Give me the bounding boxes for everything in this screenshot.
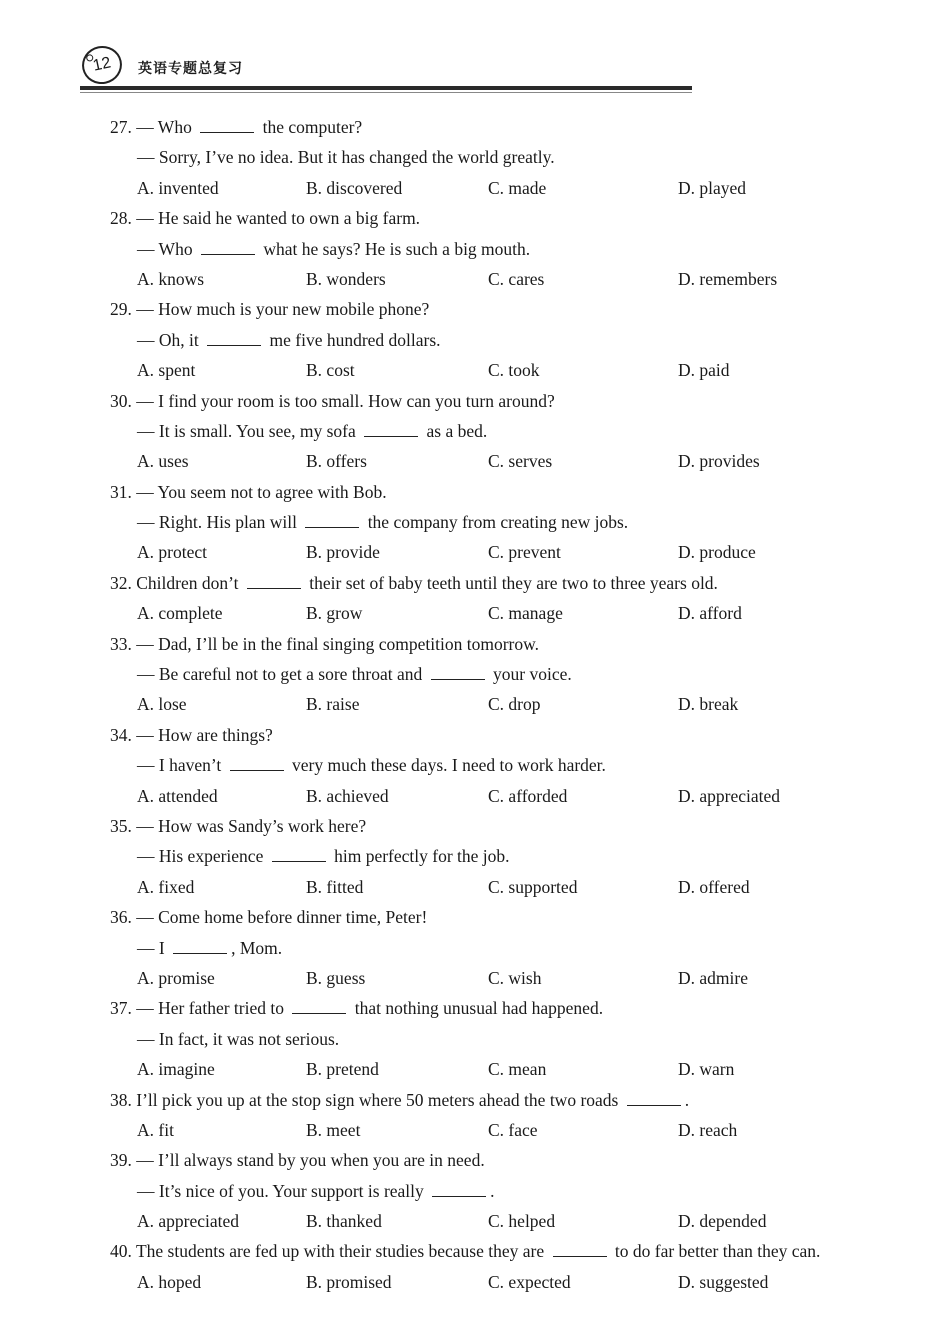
question-text: — Be careful not to get a sore throat and [137,664,427,685]
question-number: 38. [110,1089,132,1110]
option-d[interactable]: D. paid [678,360,730,381]
option-a[interactable]: A. hoped [137,1271,202,1292]
option-d[interactable]: D. admire [678,967,748,988]
question-text: their set of baby teeth until they are two to three years old. [304,572,718,593]
answer-blank[interactable] [230,756,284,771]
option-d[interactable]: D. produce [678,542,756,563]
question-number: 32. [110,572,132,593]
option-b[interactable]: B. wonders [306,268,386,289]
option-c[interactable]: C. wish [488,967,542,988]
answer-blank[interactable] [292,999,346,1014]
question-text: — Dad, I’ll be in the final singing competition tomorrow. [136,633,539,654]
question-reply [110,325,870,355]
option-a[interactable]: A. complete [137,603,223,624]
page-number-badge [78,42,125,87]
question-text: — Come home before dinner time, Peter! [136,907,428,928]
question-stem [110,477,870,507]
question-reply [110,750,870,780]
question-stem [110,902,870,932]
answer-blank[interactable] [553,1242,607,1257]
option-c[interactable]: C. afforded [488,785,568,806]
answer-options [110,872,870,902]
option-a[interactable]: A. lose [137,694,187,715]
question-text: , Mom. [231,937,283,958]
question-stem [110,203,870,233]
question-number: 40. [110,1241,132,1262]
answer-options [110,1115,870,1145]
answer-options [110,446,870,476]
option-a[interactable]: A. spent [137,360,196,381]
question-item [110,902,870,993]
question-item [110,811,870,902]
option-a[interactable]: A. invented [137,177,219,198]
question-text: — It’s nice of you. Your support is really [137,1180,429,1201]
option-b[interactable]: B. provide [306,542,380,563]
question-stem [110,1236,870,1266]
question-number: 27. [110,117,132,137]
question-text: — His experience [137,846,268,867]
question-stem [110,294,870,324]
question-reply [110,841,870,871]
question-reply [110,659,870,689]
question-text: — It is small. You see, my sofa [137,420,361,441]
question-text: Children don’t [136,572,243,593]
option-d[interactable]: D. break [678,694,739,715]
answer-blank[interactable] [247,574,301,589]
option-a[interactable]: A. appreciated [137,1211,240,1232]
answer-blank[interactable] [305,513,359,528]
option-a[interactable]: A. promise [137,967,215,988]
option-b[interactable]: B. thanked [306,1211,382,1232]
question-text: what he says? He is such a big mouth. [258,238,531,259]
option-d[interactable]: D. played [678,177,747,198]
question-stem [110,629,870,659]
question-item [110,720,870,811]
option-b[interactable]: B. fitted [306,876,364,897]
answer-options [110,1206,870,1236]
question-text: — Her father tried to [136,998,289,1019]
question-text: that nothing unusual had happened. [350,998,604,1019]
question-text: — You seem not to agree with Bob. [136,481,387,502]
option-b[interactable]: B. cost [306,360,355,381]
answer-blank[interactable] [272,847,326,862]
question-number: 39. [110,1150,132,1171]
question-item [110,294,870,385]
question-item [110,477,870,568]
question-text: — Sorry, I’ve no idea. But it has changed the world greatly. [137,147,555,168]
option-c[interactable]: C. face [488,1119,538,1140]
option-c[interactable]: C. manage [488,603,563,624]
question-stem [110,993,870,1023]
question-text: — Who [137,238,197,259]
question-reply [110,142,870,172]
question-text: — I find your room is too small. How can you turn around? [136,390,555,411]
question-reply [110,507,870,537]
answer-blank[interactable] [207,331,261,346]
answer-options [110,963,870,993]
answer-options [110,264,870,294]
question-text: . [684,1089,690,1110]
option-a[interactable]: A. protect [137,542,207,563]
option-c[interactable]: C. drop [488,694,541,715]
question-item [110,1085,870,1146]
question-stem [110,1145,870,1175]
option-a[interactable]: A. imagine [137,1059,215,1080]
option-a[interactable]: A. uses [137,451,189,472]
option-b[interactable]: B. grow [306,603,363,624]
option-d[interactable]: D. reach [678,1119,738,1140]
question-item [110,568,870,629]
question-text: your voice. [488,664,572,685]
question-text: — In fact, it was not serious. [137,1028,340,1049]
option-b[interactable]: B. discovered [306,177,403,198]
question-item [110,203,870,294]
option-c[interactable]: C. helped [488,1211,556,1232]
option-a[interactable]: A. attended [137,785,218,806]
question-reply [110,1176,870,1206]
question-text: to do far better than they can. [610,1241,821,1262]
answer-options [110,1267,870,1297]
option-a[interactable]: A. fit [137,1119,174,1140]
question-reply [110,416,870,446]
question-number: 29. [110,299,132,320]
option-c[interactable]: C. cares [488,268,545,289]
answer-blank[interactable] [431,665,485,680]
option-b[interactable]: B. offers [306,451,367,472]
question-item [110,1145,870,1236]
question-text: very much these days. I need to work harder. [287,755,606,776]
question-text: — I haven’t [137,755,226,776]
answer-blank[interactable] [364,422,418,437]
answer-options [110,689,870,719]
question-text: me five hundred dollars. [265,329,441,350]
option-d[interactable]: D. depended [678,1211,767,1232]
header-title: 英语专题总复习 [138,61,243,77]
option-b[interactable]: B. raise [306,694,360,715]
option-c[interactable]: C. expected [488,1271,571,1292]
question-text: — How was Sandy’s work here? [136,815,367,836]
question-number: 33. [110,633,132,654]
question-text: — How much is your new mobile phone? [136,299,430,320]
question-list [110,112,870,1297]
question-text: — I’ll always stand by you when you are in need. [136,1150,485,1171]
option-d[interactable]: D. warn [678,1059,735,1080]
question-stem [110,386,870,416]
question-text: — Oh, it [137,329,204,350]
option-b[interactable]: B. pretend [306,1059,379,1080]
option-b[interactable]: B. promised [306,1271,392,1292]
option-c[interactable]: C. took [488,360,540,381]
option-c[interactable]: C. mean [488,1059,547,1080]
page-number: 12 [91,54,113,75]
question-reply [110,933,870,963]
question-text: I’ll pick you up at the stop sign where 50 meters ahead the two roads [136,1089,623,1110]
question-number: 30. [110,390,132,411]
question-text: The students are fed up with their studies because they are [135,1241,549,1262]
option-d[interactable]: D. provides [678,451,760,472]
question-stem [110,1085,870,1115]
question-text: — I [137,937,170,958]
option-a[interactable]: A. knows [137,268,205,289]
answer-blank[interactable] [201,240,255,255]
answer-blank[interactable] [200,118,254,133]
question-item [110,386,870,477]
option-c[interactable]: C. prevent [488,542,561,563]
question-stem [110,568,870,598]
question-text: him perfectly for the job. [329,846,510,867]
option-d[interactable]: D. afford [678,603,742,624]
question-text: — Right. His plan will [137,512,302,533]
question-item [110,1236,870,1297]
question-text: — How are things? [136,724,273,745]
question-stem [110,112,870,142]
question-text: as a bed. [422,420,488,441]
option-c[interactable]: C. serves [488,451,553,472]
question-reply [110,234,870,264]
answer-options [110,598,870,628]
answer-options [110,173,870,203]
question-number: 35. [110,815,132,836]
question-number: 31. [110,481,132,502]
question-text: . [490,1180,495,1201]
option-d[interactable]: D. remembers [678,268,778,289]
answer-options [110,1054,870,1084]
page-header [80,40,695,100]
question-number: 36. [110,907,132,928]
answer-options [110,781,870,811]
option-d[interactable]: D. offered [678,876,750,897]
question-item [110,993,870,1084]
question-reply [110,1024,870,1054]
question-text: the company from creating new jobs. [363,512,629,533]
option-c[interactable]: C. made [488,177,547,198]
option-d[interactable]: D. suggested [678,1271,769,1292]
answer-options [110,355,870,385]
header-divider-thin [80,92,692,93]
answer-blank[interactable] [173,939,227,954]
question-text: — Who [136,117,197,137]
question-number: 28. [110,208,132,229]
question-item [110,112,870,203]
header-divider [80,86,692,90]
option-b[interactable]: B. meet [306,1119,361,1140]
question-stem [110,720,870,750]
answer-options [110,537,870,567]
option-a[interactable]: A. fixed [137,876,195,897]
question-text: the computer? [258,117,363,137]
option-d[interactable]: D. appreciated [678,785,781,806]
question-number: 37. [110,998,132,1019]
question-item [110,629,870,720]
option-b[interactable]: B. guess [306,967,366,988]
option-c[interactable]: C. supported [488,876,578,897]
answer-blank[interactable] [627,1091,681,1106]
question-stem [110,811,870,841]
option-b[interactable]: B. achieved [306,785,389,806]
question-text: — He said he wanted to own a big farm. [136,208,421,229]
question-number: 34. [110,724,132,745]
answer-blank[interactable] [432,1182,486,1197]
